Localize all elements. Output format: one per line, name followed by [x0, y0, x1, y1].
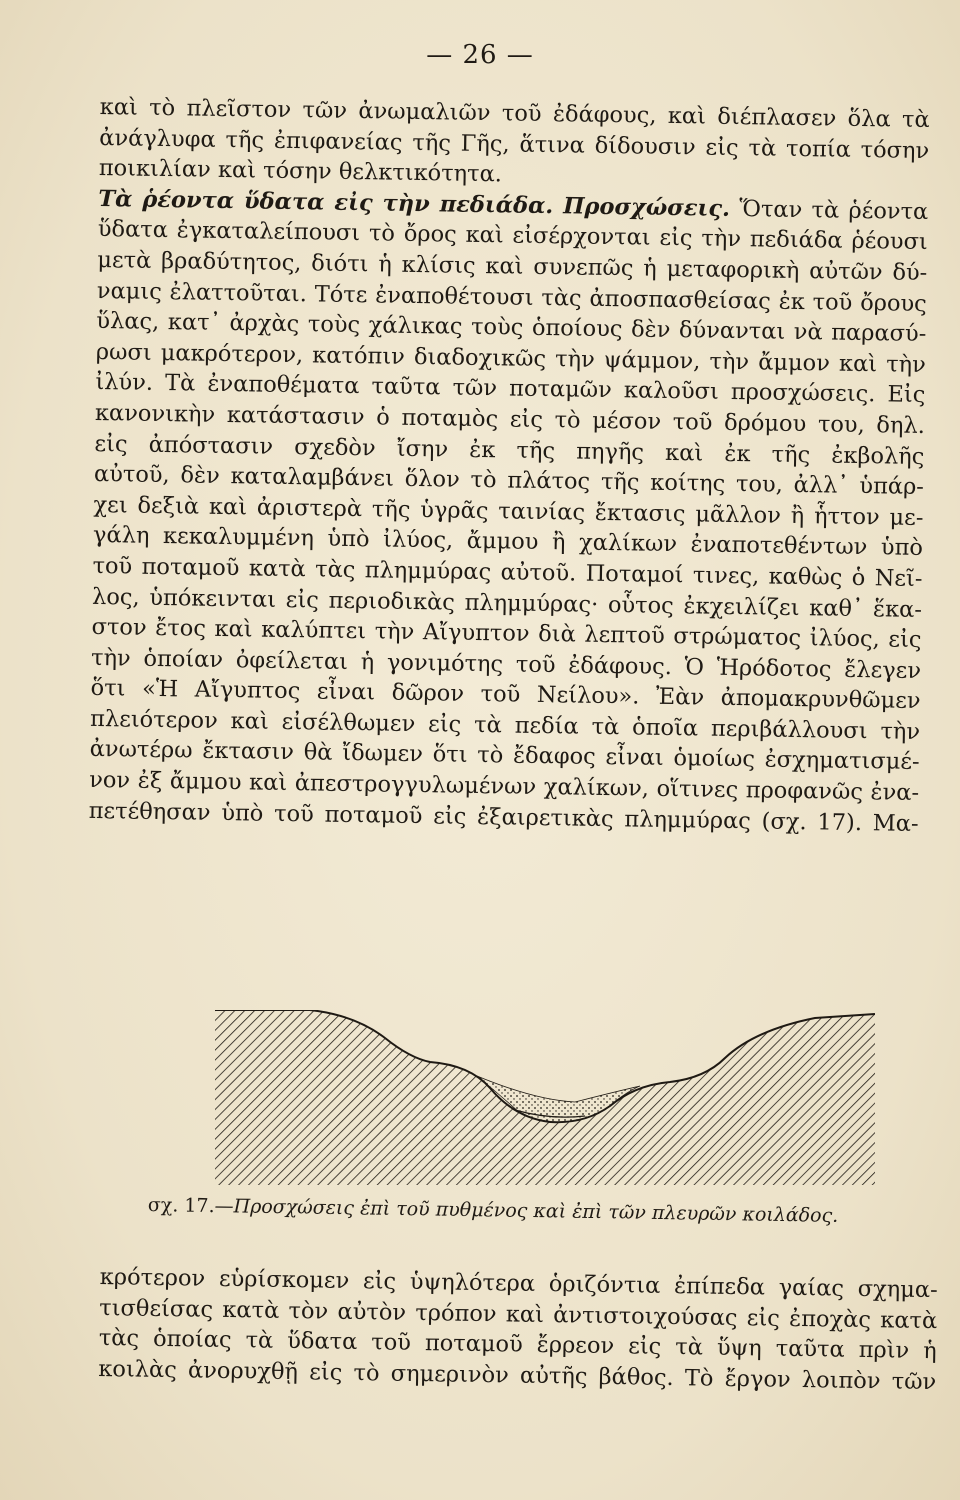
text-line: τὰς ὁποίας τὰ ὕδατα τοῦ ποταμοῦ ἔρρεον εἰς τὰ ὕψη ταῦτα πρὶν ἡ: [98, 1325, 937, 1365]
figure-caption: [148, 1194, 888, 1228]
caption-text: —Προσχώσεις ἐπὶ τοῦ πυθμένος καὶ ἐπὶ τῶν πλευρῶν κοιλάδος.: [214, 1195, 839, 1227]
text-line: τισθείσας κατὰ τὸν αὐτὸν τρόπον καὶ ἀντιστοιχούσας εἰς ἐποχὰς κατὰ: [99, 1294, 938, 1334]
text-line: αὐτοῦ, δὲν καταλαμβάνει ὅλον τὸ πλάτος τῆς κοίτης του, ἀλλ᾽ ὑπάρ-: [93, 461, 925, 501]
text-line: ὕλας, κατ᾽ ἀρχὰς τοὺς χάλικας τοὺς ὁποίους δὲν δύνανται νὰ παρασύ-: [96, 308, 927, 348]
text-line: ἰλύν. Τὰ ἐναποθέματα ταῦτα τῶν ποταμῶν καλοῦσι προσχώσεις. Εἰς: [95, 369, 926, 409]
text-line: ἀνάγλυφα τῆς ἐπιφανείας τῆς Γῆς, ἅτινα δίδουσιν εἰς τὰ τοπία τόσην: [99, 124, 930, 164]
text-line: νον ἐξ ἄμμου καὶ ἀπεστρογγυλωμένων χαλίκων, οἵτινες προφανῶς ἐνα-: [88, 766, 920, 807]
text-line: γάλη κεκαλυμμένη ὑπὸ ἰλύος, ἄμμου ἢ χαλίκων ἐναποτεθέντων ὑπὸ: [92, 522, 924, 562]
text-line: λος, ὑπόκεινται εἰς περιοδικὰς πλημμύρας· οὗτος ἐκχειλίζει καθ᾽ ἕκα-: [91, 583, 923, 623]
text-line: πετέθησαν ὑπὸ τοῦ ποταμοῦ εἰς ἐξαιρετικὰς πλημμύρας (σχ. 17). Μα-: [88, 797, 919, 837]
text-line: κρότερον εὑρίσκομεν εἰς ὑψηλότερα ὁριζόντια ἐπίπεδα γαίας σχημα-: [99, 1263, 938, 1304]
section-heading: Τὰ ῥέοντα ὕδατα εἰς τὴν πεδιάδα. Προσχώσεις.: [98, 185, 731, 222]
text-line: ναμις ἐλαττοῦται. Τότε ἐναποθέτουσι τὰς ἀποσπασθείσας ἐκ τοῦ ὄρους: [96, 277, 927, 317]
text-line: ὕδατα ἐγκαταλείπουσι τὸ ὄρος καὶ εἰσέρχονται εἰς τὴν πεδιάδα ῥέουσι: [97, 216, 928, 256]
text-line: κανονικὴν κατάστασιν ὁ ποταμὸς εἰς τὸ μέσον τοῦ δρόμου του, δηλ.: [94, 399, 926, 439]
page-number: — 26 —: [426, 40, 534, 70]
text-line: μετὰ βραδύτητος, διότι ἡ κλίσις καὶ συνεπῶς ἡ μεταφορικὴ αὐτῶν δύ-: [97, 246, 928, 286]
text-line: τοῦ ποταμοῦ κατὰ τὰς πλημμύρας αὐτοῦ. Ποταμοί τινες, καθὼς ὁ Νεῖ-: [92, 552, 923, 592]
text-line: ἀνωτέρω ἔκτασιν θὰ ἴδωμεν ὅτι τὸ ἔδαφος εἶναι ὁμοίως ἐσχηματισμέ-: [89, 736, 920, 776]
text-line: ὅτι «Ἡ Αἴγυπτος εἶναι δῶρον τοῦ Νείλου». Ἐὰν ἀπομακρυνθῶμεν: [90, 675, 921, 715]
text-line: πλειότερον καὶ εἰσέλθωμεν εἰς τὰ πεδία τὰ ὁποῖα περιβάλλουσι τὴν: [89, 705, 921, 745]
text-line: κοιλὰς ἀνορυχθῇ εἰς τὸ σημερινὸν αὐτῆς βάθος. Τὸ ἔργον λοιπὸν τῶν: [98, 1355, 937, 1395]
text-line: χει δεξιὰ καὶ ἀριστερὰ τῆς ὑγρᾶς ταινίας ἔκτασις μᾶλλον ἢ ἧττον με-: [93, 491, 924, 531]
text-line: τὴν ὁποίαν ὀφείλεται ἡ γονιμότης τοῦ ἐδάφους. Ὁ Ἡρόδοτος ἔλεγεν: [90, 644, 922, 684]
text-line: ποικιλίαν καὶ τόσην θελκτικότητα.: [98, 155, 503, 188]
caption-number: σχ. 17.: [147, 1194, 215, 1218]
text-line: στον ἔτος καὶ καλύπτει τὴν Αἴγυπτον διὰ λεπτοῦ στρώματος ἰλύος, εἰς: [91, 614, 922, 654]
valley-ground: [215, 1010, 875, 1185]
text-line: εἰς ἀπόστασιν σχεδὸν ἴσην ἐκ τῆς πηγῆς καὶ ἐκ τῆς ἐκβολῆς: [94, 430, 925, 470]
main-text-top: [88, 92, 929, 839]
text-line: καὶ τὸ πλεῖστον τῶν ἀνωμαλιῶν τοῦ ἐδάφους, καὶ διέπλασεν ὅλα τὰ: [99, 93, 930, 134]
text-fragment: Ὅταν τὰ ῥέοντα: [739, 195, 929, 225]
main-text-bottom: [98, 1262, 938, 1398]
text-line: ρωσι μακρότερον, κατόπιν διαδοχικῶς τὴν ψάμμον, τὴν ἄμμον καὶ τὴν: [95, 338, 927, 378]
valley-cross-section-figure: [215, 1010, 875, 1185]
